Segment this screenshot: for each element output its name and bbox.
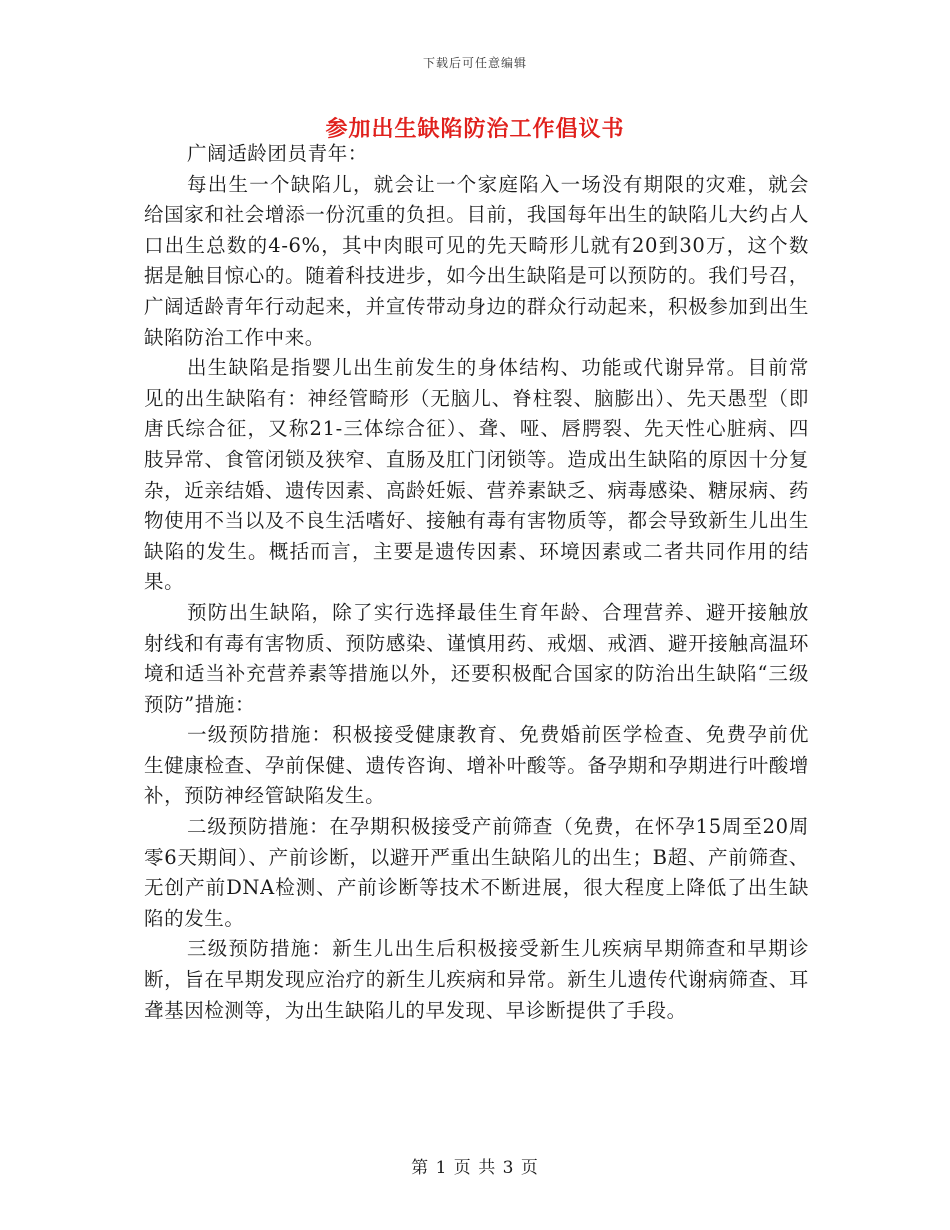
- paragraph-level-one: 一级预防措施：积极接受健康教育、免费婚前医学检查、免费孕前优生健康检查、孕前保健、遗传咨询、增补叶酸等。备孕期和孕期进行叶酸增补，预防神经管缺陷发生。: [144, 723, 809, 808]
- paragraph-level-two: 二级预防措施：在孕期积极接受产前筛查（免费，在怀孕15周至20周零6天期间）、产前诊断，以避开严重出生缺陷儿的出生；B超、产前筛查、无创产前DNA检测、产前诊断等技术不断进展，很大程度上降低了出生缺陷的发生。: [144, 815, 809, 930]
- document-body: [144, 139, 809, 1026]
- document-title: 参加出生缺陷防治工作倡议书: [325, 116, 625, 142]
- paragraph-intro: 每出生一个缺陷儿，就会让一个家庭陷入一场没有期限的灾难，就会给国家和社会增添一份沉重的负担。目前，我国每年出生的缺陷儿大约占人口出生总数的4-6%，其中肉眼可见的先天畸形儿就有20到30万，这个数据是触目惊心的。随着科技进步，如今出生缺陷是可以预防的。我们号召，广阔适龄青年行动起来，并宣传带动身边的群众行动起来，积极参加到出生缺陷防治工作中来。: [144, 172, 809, 349]
- greeting: 广阔适龄团员青年：: [187, 142, 368, 165]
- paragraph-prevention: 预防出生缺陷，除了实行选择最佳生育年龄、合理营养、避开接触放射线和有毒有害物质、预防感染、谨慎用药、戒烟、戒酒、避开接触高温环境和适当补充营养素等措施以外，还要积极配合国家的防治出生缺陷“三级预防”措施：: [144, 600, 809, 716]
- page-number: 第 1 页 共 3 页: [411, 1158, 539, 1178]
- paragraph-level-three: 三级预防措施：新生儿出生后积极接受新生儿疾病早期筛查和早期诊断，旨在早期发现应治疗的新生儿疾病和异常。新生儿遗传代谢病筛查、耳聋基因检测等，为出生缺陷儿的早发现、早诊断提供了手段。: [144, 937, 809, 1022]
- paragraph-definition: 出生缺陷是指婴儿出生前发生的身体结构、功能或代谢异常。目前常见的出生缺陷有：神经管畸形（无脑儿、脊柱裂、脑膨出）、先天愚型（即唐氏综合征，又称21-三体综合征）、聋、哑、唇腭裂、先天性心脏病、四肢异常、食管闭锁及狭窄、直肠及肛门闭锁等。造成出生缺陷的原因十分复杂，近亲结婚、遗传因素、高龄妊娠、营养素缺乏、病毒感染、糖尿病、药物使用不当以及不良生活嗜好、接触有毒有害物质等，都会导致新生儿出生缺陷的发生。概括而言，主要是遗传因素、环境因素或二者共同作用的结果。: [144, 356, 809, 594]
- header-note: 下载后可任意编辑: [422, 56, 527, 70]
